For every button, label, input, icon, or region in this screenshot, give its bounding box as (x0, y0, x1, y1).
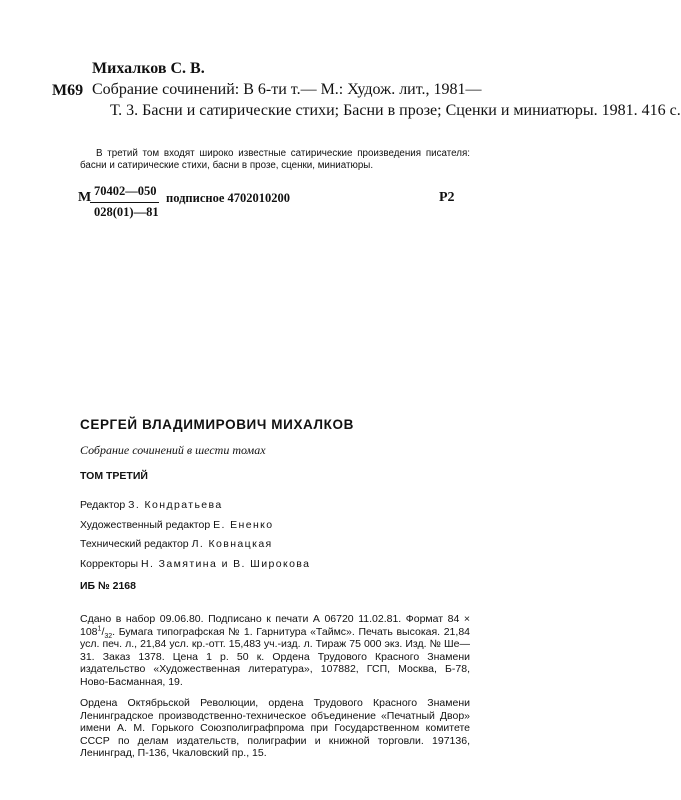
catalog-subscription: подписное 4702010200 (166, 191, 290, 205)
catalog-index-denominator: 028(01)—81 (94, 205, 159, 219)
catalog-volume-line: Т. 3. Басни и сатирические стихи; Басни в прозе; Сценки и миниатюры. 1981. 416 с. (110, 101, 681, 119)
imprint-ib-number: ИБ № 2168 (80, 580, 136, 592)
catalog-title-line: Собрание сочинений: В 6-ти т.— М.: Худож. лит., 1981— (92, 81, 482, 98)
imprint-credits (80, 496, 310, 574)
catalog-annotation: В третий том входят широко известные сатирические произведения писателя: басни и сатирические стихи, басни в прозе, сценки, миниатюры. (80, 148, 470, 171)
imprint-collection: Собрание сочинений в шести томах (80, 443, 266, 457)
catalog-class-code: Р2 (439, 190, 455, 205)
imprint-volume: ТОМ ТРЕТИЙ (80, 470, 148, 482)
catalog-index-letter: М (78, 190, 92, 205)
catalog-index-fraction (90, 182, 159, 222)
catalog-code: М69 (52, 82, 84, 99)
imprint-author: СЕРГЕЙ ВЛАДИМИРОВИЧ МИХАЛКОВ (80, 417, 354, 432)
catalog-index-numerator: 70402—050 (90, 182, 159, 203)
credit-art-editor: Художественный редактор Е. Ененко (80, 518, 274, 531)
credit-editor: Редактор З. Кондратьева (80, 499, 223, 511)
imprint-print-details: Сдано в набор 09.06.80. Подписано к печати А 06720 11.02.81. Формат $84 \times 108^1/_{32}$. Бумага типографская № 1. Гарнитура «Таймс». Печать высокая. 21,84 усл. печ. л., 21,84 усл. кр.-отт. 15,483 уч.-изд. л. Тираж 75 000 экз. Изд. № Ше—31. Заказ 1378. Цена 1 р. 50 к. Ордена Трудового Красного Знамени издательство «Художественная литература», 107882, ГСП, Москва, Б-78, Ново-Басманная, 19. (80, 613, 470, 688)
imprint-printer: Ордена Октябрьской Революции, ордена Трудового Красного Знамени Ленинградское производственно-техническое объединение «Печатный Двор» имени А. М. Горького Союзполиграфпрома при Государственном комитете СССР по делам издательств, полиграфии и книжной торговли. 197136, Ленинград, П-136, Чкаловский пр., 15. (80, 697, 470, 760)
credit-correctors: Корректоры Н. Замятина и В. Широкова (80, 557, 311, 570)
credit-tech-editor: Технический редактор Л. Ковнацкая (80, 538, 273, 550)
catalog-description (92, 80, 681, 121)
catalog-author: Михалков С. В. (92, 60, 205, 77)
